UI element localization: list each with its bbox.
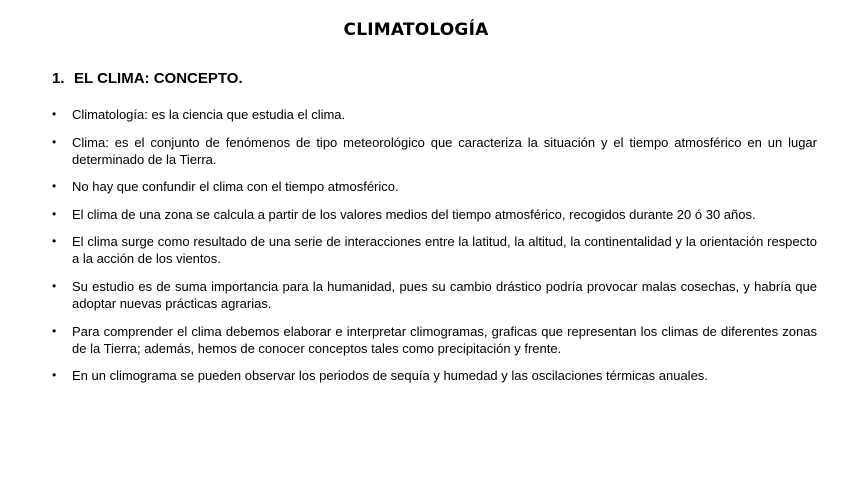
bullet-icon: • [52,206,57,221]
bullet-text: El clima surge como resultado de una serie de interacciones entre la latitud, la altitud, la continentalidad y la orientación respecto a la acción de los vientos. [72,234,817,267]
bullet-item [52,367,817,384]
bullet-item [52,134,817,168]
section-heading-text: EL CLIMA: CONCEPTO. [74,70,243,87]
bullet-icon: • [52,278,57,293]
bullet-icon: • [52,368,57,383]
bullet-icon: • [52,234,57,249]
bullet-text: No hay que confundir el clima con el tiempo atmosférico. [72,179,399,195]
bullet-text: Climatología: es la ciencia que estudia el clima. [72,107,346,122]
bullet-text: En un climograma se pueden observar los periodos de sequía y humedad y las oscilaciones térmicas anuales. [72,368,708,384]
bullet-text: El clima de una zona se calcula a partir de los valores medios del tiempo atmosférico, recogidos durante 20 ó 30 años. [72,206,756,222]
section-number: 1. [52,70,65,87]
bullet-text: Para comprender el clima debemos elaborar e interpretar climogramas, graficas que representan los climas de diferentes zonas de la Tierra; además, hemos de conocer conceptos tales como precipitación y frente. [72,323,817,356]
page-title: CLIMATOLOGÍA [343,20,489,40]
bullet-text: Clima: es el conjunto de fenómenos de tipo meteorológico que caracteriza la situación y el tiempo atmosférico en un lugar determinado de la Tierra. [72,134,817,167]
bullet-list [52,106,817,395]
bullet-item [52,278,817,312]
bullet-icon: • [52,134,57,149]
bullet-item [52,178,817,195]
bullet-text: Su estudio es de suma importancia para la humanidad, pues su cambio drástico podría provocar malas cosechas, y habría que adoptar nuevas prácticas agrarias. [72,278,817,311]
bullet-item [52,323,817,357]
bullet-item [52,206,817,223]
bullet-item [52,106,817,123]
bullet-icon: • [52,107,57,121]
bullet-item [52,233,817,267]
bullet-icon: • [52,323,57,338]
section-heading [52,70,243,87]
bullet-icon: • [52,179,57,194]
